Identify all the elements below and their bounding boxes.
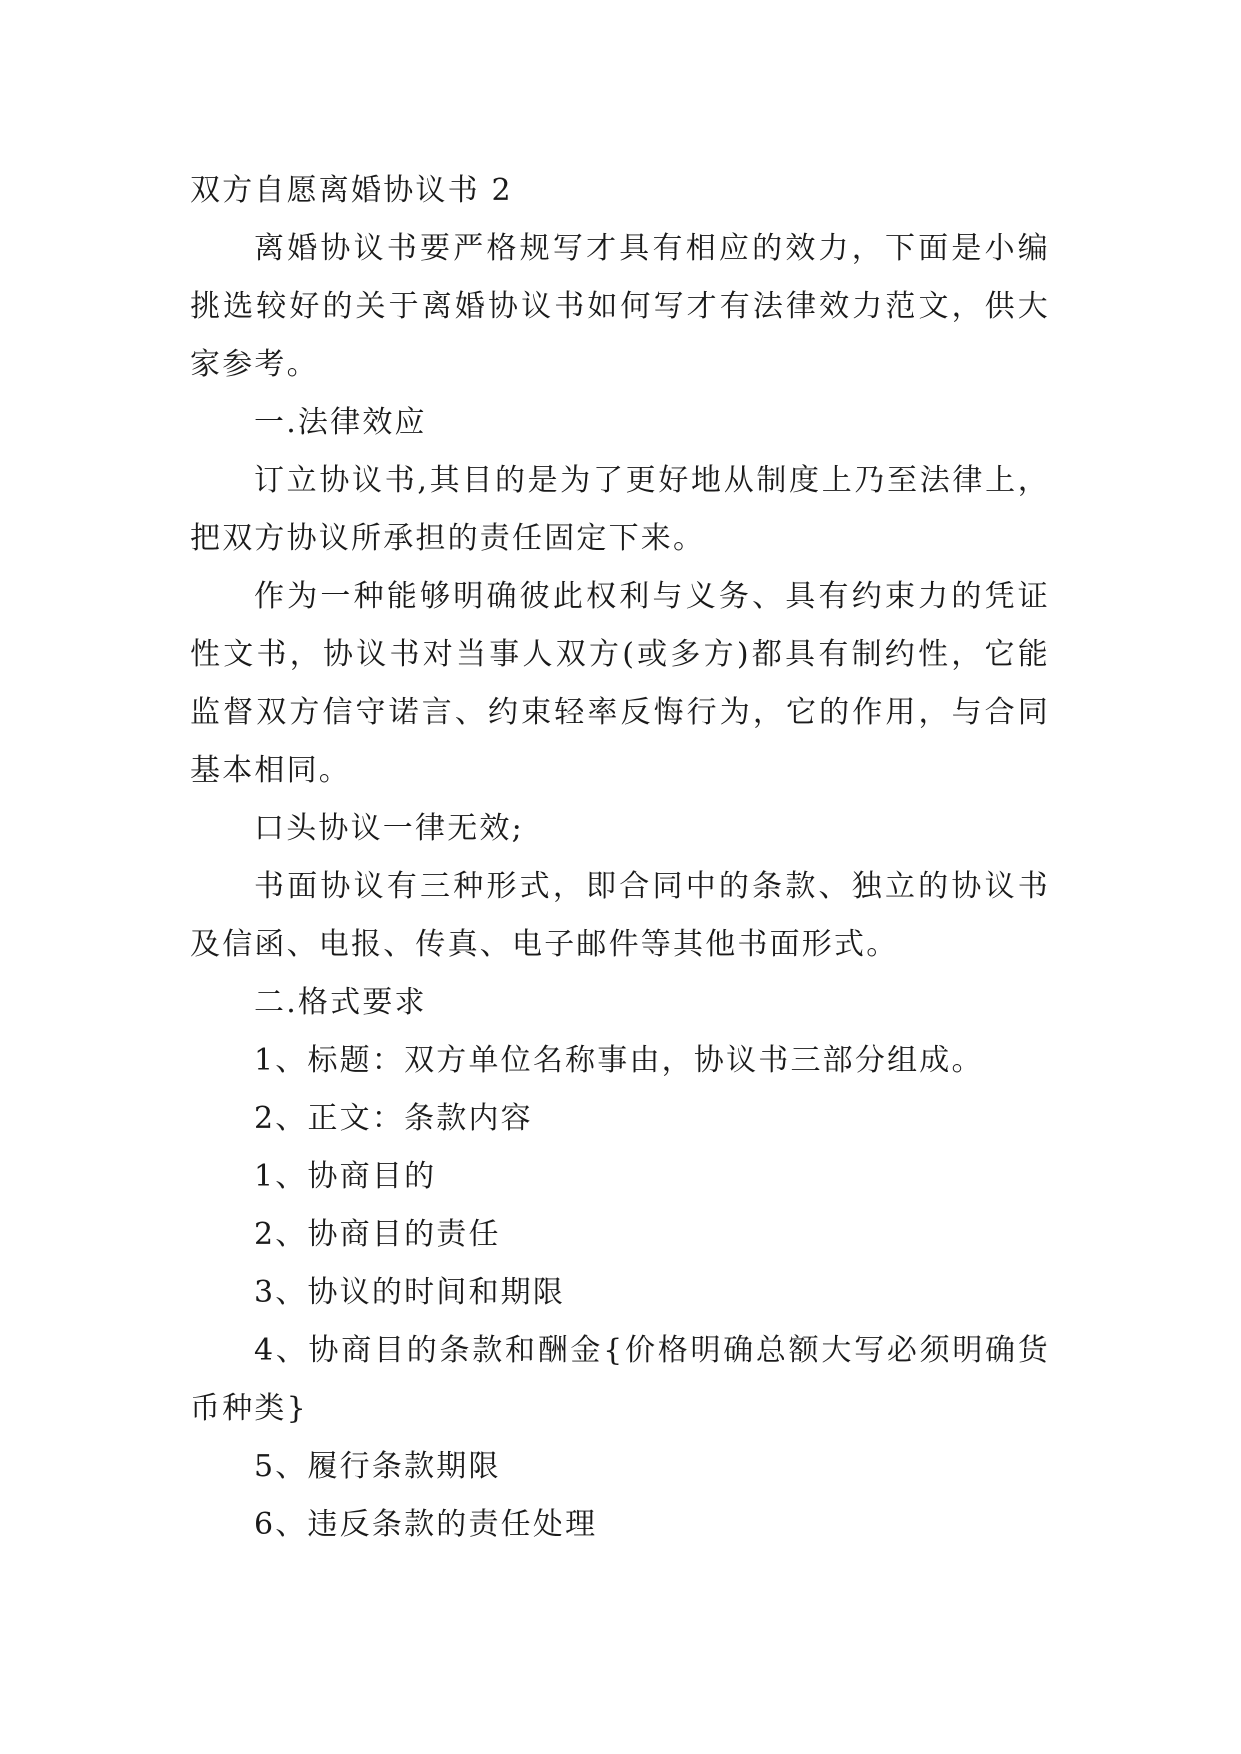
list-item: 4、协商目的条款和酬金{价格明确总额大写必须明确货币种类} bbox=[190, 1333, 1050, 1426]
list-item: 2、正文：条款内容 bbox=[254, 1101, 533, 1136]
paragraph: 订立协议书,其目的是为了更好地从制度上乃至法律上，把双方协议所承担的责任固定下来。 bbox=[190, 463, 1050, 556]
paragraph: 口头协议一律无效; bbox=[254, 811, 524, 846]
paragraph: 作为一种能够明确彼此权利与义务、具有约束力的凭证性文书，协议书对当事人双方(或多方)都具有制约性，它能监督双方信守诺言、约束轻率反悔行为，它的作用，与合同基本相同。 bbox=[190, 579, 1050, 788]
list-item: 1、协商目的 bbox=[254, 1159, 437, 1194]
paragraph: 书面协议有三种形式，即合同中的条款、独立的协议书及信函、电报、传真、电子邮件等其他书面形式。 bbox=[190, 869, 1050, 962]
list-item: 2、协商目的责任 bbox=[254, 1217, 501, 1252]
document-body bbox=[190, 162, 1050, 1554]
document-title: 双方自愿离婚协议书 2 bbox=[190, 173, 513, 208]
paragraph-intro: 离婚协议书要严格规写才具有相应的效力，下面是小编挑选较好的关于离婚协议书如何写才有法律效力范文，供大家参考。 bbox=[190, 231, 1050, 382]
section-heading-legal-effect: 一.法律效应 bbox=[254, 405, 427, 440]
list-item: 3、协议的时间和期限 bbox=[254, 1275, 566, 1310]
list-item: 1、标题：双方单位名称事由，协议书三部分组成。 bbox=[254, 1043, 984, 1078]
list-item: 6、违反条款的责任处理 bbox=[254, 1507, 598, 1542]
section-heading-format: 二.格式要求 bbox=[254, 985, 427, 1020]
list-item: 5、履行条款期限 bbox=[254, 1449, 501, 1484]
